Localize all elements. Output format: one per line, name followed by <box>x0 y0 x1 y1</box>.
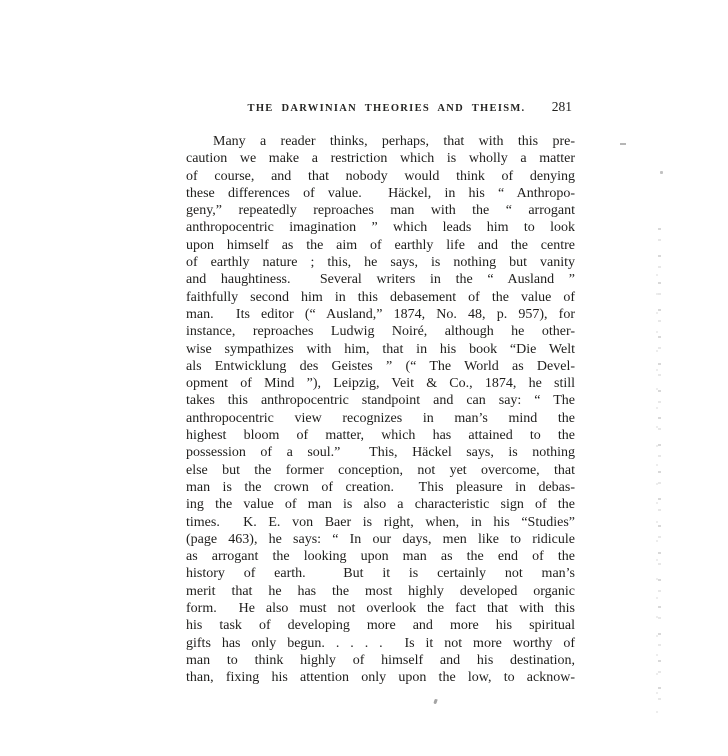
text-line: als Entwicklung des Geistes ” (“ The World as Devel- <box>186 358 575 374</box>
running-title: THE DARWINIAN THEORIES AND THEISM. <box>247 103 526 114</box>
body-text <box>186 133 575 687</box>
running-header <box>186 101 575 118</box>
text-line: anthropocentric imagination ” which leads him to look <box>186 220 575 236</box>
text-line: ing the value of man is also a characteristic sign of the <box>186 497 575 513</box>
text-line: gifts has only begun. . . . . Is it not more worthy of <box>186 635 575 651</box>
text-line: (page 463), he says: “ In our days, men like to ridicule <box>186 531 575 547</box>
text-line: man to think highly of himself and his destination, <box>186 652 575 668</box>
text-line: wise sympathizes with him, that in his book “Die Welt <box>186 341 575 357</box>
text-line: opment of Mind ”), Leipzig, Veit & Co., 1874, he still <box>186 376 575 392</box>
text-line: highest bloom of matter, which has attained to the <box>186 428 575 444</box>
text-line: instance, reproaches Ludwig Noiré, although he other- <box>186 324 575 340</box>
text-line: man is the crown of creation. This pleasure in debas- <box>186 479 575 495</box>
scan-speck <box>620 143 626 145</box>
text-line: form. He also must not overlook the fact that with this <box>186 601 575 617</box>
text-line: else but the former conception, not yet overcome, that <box>186 462 575 478</box>
text-line: times. K. E. von Baer is right, when, in his “Studies” <box>186 514 575 530</box>
text-line: takes this anthropocentric standpoint and can say: “ The <box>186 393 575 409</box>
text-line: as arrogant the looking upon man as the end of the <box>186 549 575 565</box>
text-line: possession of a soul.” This, Häckel says, is nothing <box>186 445 575 461</box>
text-line: and haughtiness. Several writers in the “ Ausland ” <box>186 272 575 288</box>
text-line: history of earth. But it is certainly not man’s <box>186 566 575 582</box>
page-number: 281 <box>551 99 572 114</box>
scan-edge-artifacts <box>656 228 662 714</box>
text-line: anthropocentric view recognizes in man’s mind the <box>186 410 575 426</box>
text-line: caution we make a restriction which is wholly a matter <box>186 151 575 167</box>
text-line: of course, and that nobody would think of denying <box>186 168 575 184</box>
text-line: faithfully second him in this debasement of the value of <box>186 289 575 305</box>
text-line: his task of developing more and more his spiritual <box>186 618 575 634</box>
text-line: upon himself as the aim of earthly life and the centre <box>186 237 575 253</box>
text-column <box>186 101 575 687</box>
page-speck <box>433 699 437 705</box>
text-line: than, fixing his attention only upon the low, to acknow- <box>186 670 575 686</box>
text-line: man. Its editor (“ Ausland,” 1874, No. 48, p. 957), for <box>186 306 575 322</box>
text-line: these differences of value. Häckel, in his “ Anthropo- <box>186 185 575 201</box>
text-line: merit that he has the most highly developed organic <box>186 583 575 599</box>
scan-speck <box>660 171 663 174</box>
text-line: geny,” repeatedly reproaches man with the “ arrogant <box>186 203 575 219</box>
text-line: of earthly nature ; this, he says, is nothing but vanity <box>186 255 575 271</box>
text-line: Many a reader thinks, perhaps, that with this pre- <box>213 134 575 149</box>
